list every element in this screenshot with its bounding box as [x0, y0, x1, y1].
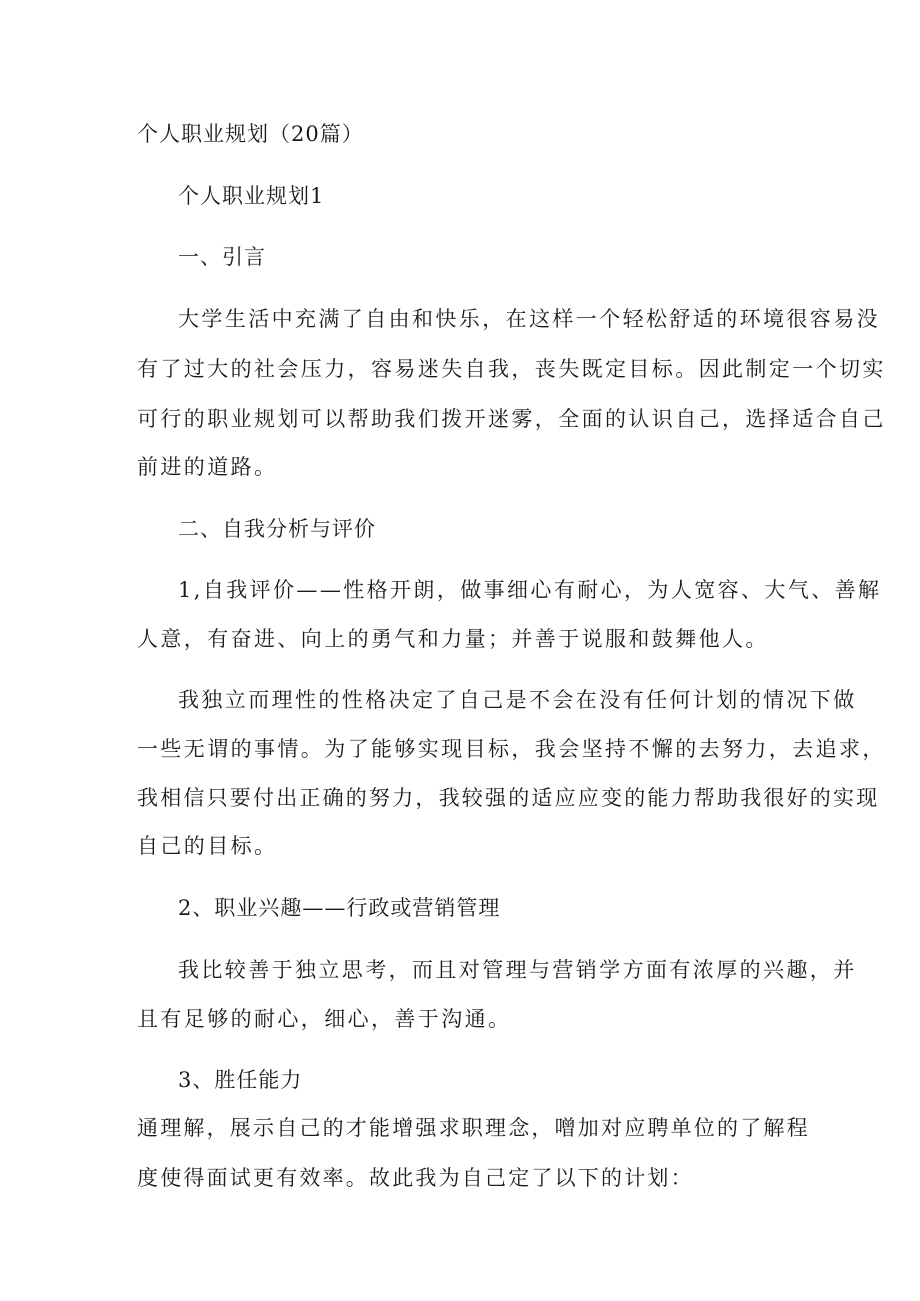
document-subtitle: 个人职业规划1 — [178, 184, 325, 208]
paragraph-line: 有了过大的社会压力，容易迷失自我，丧失既定目标。因此制定一个切实 — [137, 357, 886, 381]
subheading-career-interest: 2、职业兴趣——行政或营销管理 — [178, 896, 501, 920]
paragraph-line: 我比较善于独立思考，而且对管理与营销学方面有浓厚的兴趣，并 — [178, 958, 857, 982]
paragraph-line: 一些无谓的事情。为了能够实现目标，我会坚持不懈的去努力，去追求， — [137, 737, 886, 761]
paragraph-line: 可行的职业规划可以帮助我们拨开迷雾，全面的认识自己，选择适合自己 — [137, 407, 886, 431]
paragraph-line: 自己的目标。 — [137, 834, 278, 858]
subheading-competency: 3、胜任能力 — [178, 1068, 303, 1092]
section-heading-self-analysis: 二、自我分析与评价 — [178, 517, 376, 541]
section-heading-intro: 一、引言 — [178, 245, 266, 269]
paragraph-line: 人意，有奋进、向上的勇气和力量；并善于说服和鼓舞他人。 — [137, 627, 769, 651]
paragraph-line: 我相信只要付出正确的努力，我较强的适应应变的能力帮助我很好的实现 — [137, 786, 880, 810]
document-title: 个人职业规划（20篇） — [137, 122, 364, 146]
paragraph-line: 度使得面试更有效率。故此我为自己定了以下的计划： — [137, 1166, 694, 1190]
paragraph-line: 通理解，展示自己的才能增强求职理念，噌加对应聘单位的了解程 — [137, 1116, 810, 1140]
paragraph-line: 且有足够的耐心，细心，善于沟通。 — [137, 1007, 512, 1031]
paragraph-line: 大学生活中充满了自由和快乐，在这样一个轻松舒适的环境很容易没 — [178, 307, 880, 331]
paragraph-line: 我独立而理性的性格决定了自己是不会在没有任何计划的情况下做 — [178, 688, 857, 712]
paragraph-line: 前进的道路。 — [137, 455, 278, 479]
paragraph-line: 1,自我评价——性格开朗，做事细心有耐心，为人宽容、大气、善解 — [178, 578, 882, 602]
